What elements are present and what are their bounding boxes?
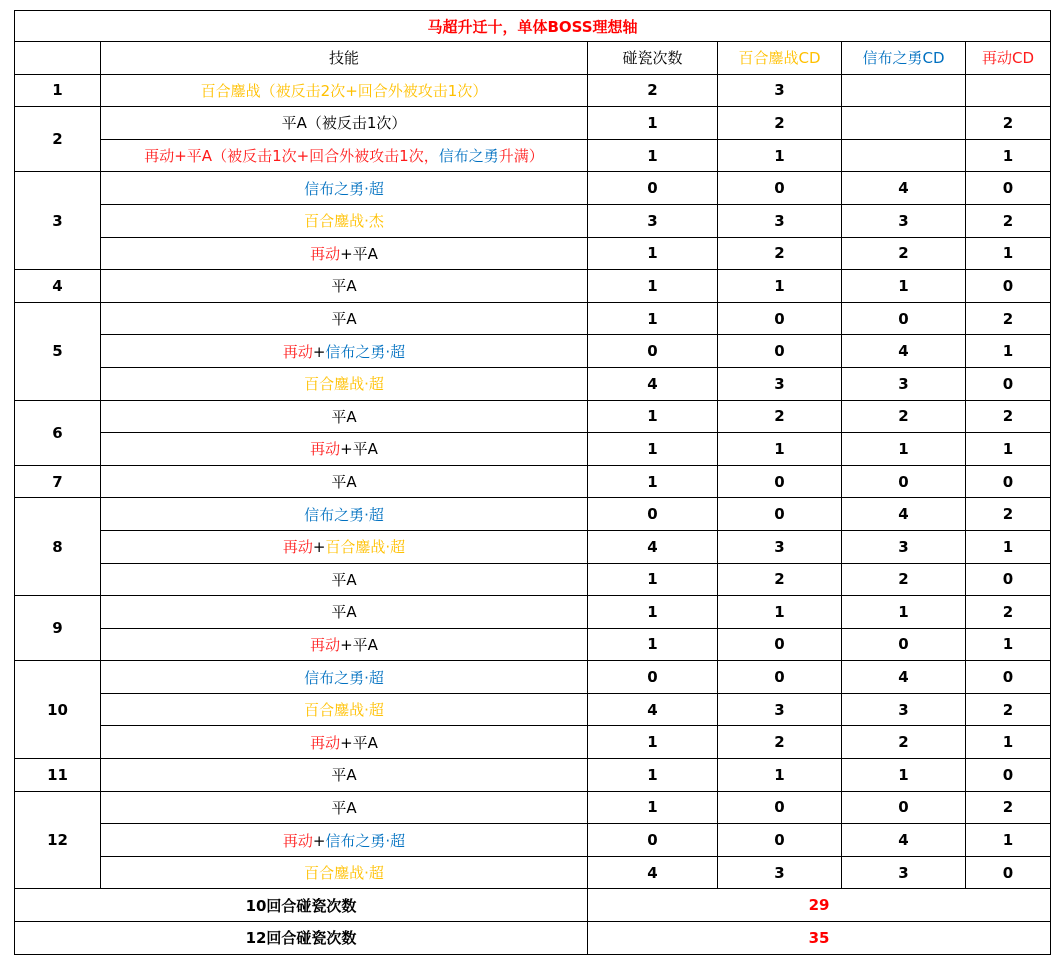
turn-number: 8 bbox=[15, 498, 101, 596]
skill-cell bbox=[101, 270, 588, 303]
skill-text-segment: 平A bbox=[331, 798, 357, 817]
count-cell: 1 bbox=[588, 433, 718, 466]
skill-cell bbox=[101, 856, 588, 889]
cd-blue-cell: 1 bbox=[842, 759, 966, 792]
skill-text-segment: 信布之勇·超 bbox=[304, 505, 384, 524]
cd-blue-cell bbox=[842, 107, 966, 140]
skill-cell bbox=[101, 204, 588, 237]
cd-yellow-cell: 3 bbox=[718, 530, 842, 563]
count-cell: 0 bbox=[588, 172, 718, 205]
header-cd-yellow: 百合鏖战CD bbox=[718, 42, 842, 75]
skill-text-segment: 平A bbox=[331, 277, 357, 296]
cd-red-cell: 0 bbox=[966, 270, 1051, 303]
skill-text-segment: 信布之勇 bbox=[438, 147, 499, 166]
table-row bbox=[15, 172, 1051, 205]
cd-red-cell: 1 bbox=[966, 628, 1051, 661]
cd-red-cell: 0 bbox=[966, 172, 1051, 205]
skill-text-segment: + bbox=[312, 342, 326, 361]
cd-yellow-cell: 0 bbox=[718, 465, 842, 498]
skill-text-segment: 平A bbox=[331, 766, 357, 785]
skill-cell bbox=[101, 530, 588, 563]
cd-blue-cell: 1 bbox=[842, 270, 966, 303]
cd-blue-cell: 2 bbox=[842, 237, 966, 270]
cd-blue-cell: 2 bbox=[842, 726, 966, 759]
table-row bbox=[15, 335, 1051, 368]
count-cell: 1 bbox=[588, 726, 718, 759]
total-value: 35 bbox=[588, 922, 1051, 955]
skill-rotation-table bbox=[14, 10, 1051, 955]
cd-red-cell bbox=[966, 74, 1051, 107]
skill-text-segment: 再动 bbox=[310, 733, 341, 752]
cd-yellow-cell: 0 bbox=[718, 302, 842, 335]
cd-red-cell: 1 bbox=[966, 726, 1051, 759]
cd-red-cell: 1 bbox=[966, 824, 1051, 857]
skill-cell bbox=[101, 237, 588, 270]
skill-text-segment: 平A（被反击1次） bbox=[281, 114, 407, 133]
table-row bbox=[15, 530, 1051, 563]
turn-number: 10 bbox=[15, 661, 101, 759]
skill-cell bbox=[101, 139, 588, 172]
count-cell: 4 bbox=[588, 693, 718, 726]
turn-number: 4 bbox=[15, 270, 101, 303]
skill-text-segment: 再动 bbox=[282, 342, 313, 361]
count-cell: 1 bbox=[588, 139, 718, 172]
cd-yellow-cell: 0 bbox=[718, 791, 842, 824]
skill-text-segment: 再动 bbox=[282, 538, 313, 557]
skill-cell bbox=[101, 433, 588, 466]
skill-text-segment: 信布之勇·超 bbox=[325, 342, 406, 361]
count-cell: 1 bbox=[588, 107, 718, 140]
total-label: 10回合碰瓷次数 bbox=[15, 889, 588, 922]
total-value: 29 bbox=[588, 889, 1051, 922]
cd-red-cell: 1 bbox=[966, 237, 1051, 270]
count-cell: 3 bbox=[588, 204, 718, 237]
cd-red-cell: 0 bbox=[966, 759, 1051, 792]
table-row bbox=[15, 204, 1051, 237]
count-cell: 1 bbox=[588, 302, 718, 335]
skill-cell bbox=[101, 172, 588, 205]
total-row bbox=[15, 922, 1051, 955]
table-row bbox=[15, 791, 1051, 824]
table-row bbox=[15, 367, 1051, 400]
cd-yellow-cell: 0 bbox=[718, 172, 842, 205]
cd-blue-cell: 3 bbox=[842, 204, 966, 237]
cd-yellow-cell: 0 bbox=[718, 498, 842, 531]
cd-blue-cell: 3 bbox=[842, 367, 966, 400]
skill-text-segment: +平A bbox=[340, 733, 378, 752]
cd-red-cell: 0 bbox=[966, 661, 1051, 694]
cd-red-cell: 0 bbox=[966, 563, 1051, 596]
table-row bbox=[15, 661, 1051, 694]
cd-yellow-cell: 2 bbox=[718, 107, 842, 140]
skill-cell bbox=[101, 367, 588, 400]
count-cell: 0 bbox=[588, 335, 718, 368]
turn-number: 11 bbox=[15, 759, 101, 792]
cd-yellow-cell: 2 bbox=[718, 726, 842, 759]
cd-yellow-cell: 2 bbox=[718, 400, 842, 433]
count-cell: 1 bbox=[588, 400, 718, 433]
table-row bbox=[15, 74, 1051, 107]
skill-cell bbox=[101, 400, 588, 433]
title-row bbox=[15, 11, 1051, 42]
cd-red-cell: 0 bbox=[966, 367, 1051, 400]
count-cell: 1 bbox=[588, 237, 718, 270]
cd-blue-cell: 0 bbox=[842, 791, 966, 824]
count-cell: 1 bbox=[588, 791, 718, 824]
table-row bbox=[15, 563, 1051, 596]
skill-text-segment: + bbox=[312, 538, 326, 557]
cd-red-cell: 1 bbox=[966, 530, 1051, 563]
header-cd-blue: 信布之勇CD bbox=[842, 42, 966, 75]
cd-yellow-cell: 1 bbox=[718, 139, 842, 172]
cd-blue-cell: 0 bbox=[842, 465, 966, 498]
turn-number: 3 bbox=[15, 172, 101, 270]
header-skill: 技能 bbox=[101, 42, 588, 75]
cd-red-cell: 2 bbox=[966, 204, 1051, 237]
table-row bbox=[15, 433, 1051, 466]
cd-yellow-cell: 2 bbox=[718, 237, 842, 270]
table-row bbox=[15, 856, 1051, 889]
skill-text-segment: 再动 bbox=[310, 440, 341, 459]
cd-blue-cell: 4 bbox=[842, 661, 966, 694]
count-cell: 1 bbox=[588, 759, 718, 792]
cd-blue-cell: 1 bbox=[842, 596, 966, 629]
cd-blue-cell: 4 bbox=[842, 498, 966, 531]
skill-text-segment: 信布之勇·超 bbox=[325, 831, 406, 850]
count-cell: 1 bbox=[588, 596, 718, 629]
skill-cell bbox=[101, 563, 588, 596]
skill-text-segment: 百合鏖战·超 bbox=[304, 864, 384, 883]
skill-text-segment: 百合鏖战（被反击2次+回合外被攻击1次） bbox=[200, 81, 488, 100]
count-cell: 0 bbox=[588, 824, 718, 857]
count-cell: 4 bbox=[588, 530, 718, 563]
skill-cell bbox=[101, 302, 588, 335]
cd-yellow-cell: 1 bbox=[718, 433, 842, 466]
skill-text-segment: 信布之勇·超 bbox=[304, 179, 384, 198]
skill-cell bbox=[101, 824, 588, 857]
cd-blue-cell: 0 bbox=[842, 302, 966, 335]
skill-text-segment: 再动+平A（被反击1次+回合外被攻击1次， bbox=[144, 147, 439, 166]
cd-red-cell: 2 bbox=[966, 400, 1051, 433]
cd-yellow-cell: 1 bbox=[718, 596, 842, 629]
count-cell: 4 bbox=[588, 856, 718, 889]
skill-text-segment: 百合鏖战·杰 bbox=[304, 212, 384, 231]
table-row bbox=[15, 628, 1051, 661]
table-row bbox=[15, 400, 1051, 433]
skill-cell bbox=[101, 335, 588, 368]
cd-blue-cell bbox=[842, 74, 966, 107]
cd-yellow-cell: 1 bbox=[718, 270, 842, 303]
cd-red-cell: 1 bbox=[966, 433, 1051, 466]
count-cell: 1 bbox=[588, 270, 718, 303]
cd-blue-cell: 4 bbox=[842, 172, 966, 205]
skill-text-segment: 信布之勇·超 bbox=[304, 668, 384, 687]
cd-yellow-cell: 3 bbox=[718, 693, 842, 726]
turn-number: 9 bbox=[15, 596, 101, 661]
count-cell: 1 bbox=[588, 563, 718, 596]
table-title: 马超升迁十，单体BOSS理想轴 bbox=[15, 11, 1051, 42]
skill-text-segment: 百合鏖战·超 bbox=[304, 701, 384, 720]
skill-text-segment: 再动 bbox=[310, 635, 341, 654]
total-row bbox=[15, 889, 1051, 922]
cd-blue-cell: 3 bbox=[842, 530, 966, 563]
count-cell: 2 bbox=[588, 74, 718, 107]
cd-yellow-cell: 0 bbox=[718, 628, 842, 661]
turn-number: 1 bbox=[15, 74, 101, 107]
cd-yellow-cell: 0 bbox=[718, 661, 842, 694]
cd-blue-cell: 1 bbox=[842, 433, 966, 466]
cd-blue-cell: 4 bbox=[842, 824, 966, 857]
skill-text-segment: 百合鏖战·超 bbox=[325, 538, 406, 557]
cd-red-cell: 2 bbox=[966, 693, 1051, 726]
cd-red-cell: 0 bbox=[966, 465, 1051, 498]
table-row bbox=[15, 759, 1051, 792]
table-row bbox=[15, 693, 1051, 726]
table-row bbox=[15, 237, 1051, 270]
count-cell: 1 bbox=[588, 465, 718, 498]
cd-yellow-cell: 3 bbox=[718, 367, 842, 400]
table-row bbox=[15, 139, 1051, 172]
skill-cell bbox=[101, 596, 588, 629]
turn-number: 2 bbox=[15, 107, 101, 172]
table-row bbox=[15, 596, 1051, 629]
cd-red-cell: 1 bbox=[966, 139, 1051, 172]
cd-blue-cell bbox=[842, 139, 966, 172]
skill-cell bbox=[101, 791, 588, 824]
cd-red-cell: 2 bbox=[966, 498, 1051, 531]
table-row bbox=[15, 107, 1051, 140]
cd-red-cell: 2 bbox=[966, 791, 1051, 824]
table-row bbox=[15, 270, 1051, 303]
table-row bbox=[15, 465, 1051, 498]
skill-cell bbox=[101, 693, 588, 726]
cd-blue-cell: 2 bbox=[842, 400, 966, 433]
turn-number: 7 bbox=[15, 465, 101, 498]
skill-cell bbox=[101, 661, 588, 694]
skill-text-segment: 百合鏖战·超 bbox=[304, 375, 384, 394]
skill-text-segment: 平A bbox=[331, 603, 357, 622]
header-row bbox=[15, 42, 1051, 75]
cd-blue-cell: 2 bbox=[842, 563, 966, 596]
skill-text-segment: 平A bbox=[331, 473, 357, 492]
cd-red-cell: 2 bbox=[966, 107, 1051, 140]
skill-text-segment: +平A bbox=[340, 244, 378, 263]
skill-text-segment: 再动 bbox=[282, 831, 313, 850]
turn-number: 6 bbox=[15, 400, 101, 465]
skill-text-segment: 平A bbox=[331, 407, 357, 426]
cd-red-cell: 2 bbox=[966, 596, 1051, 629]
cd-yellow-cell: 3 bbox=[718, 204, 842, 237]
skill-text-segment: +平A bbox=[340, 635, 378, 654]
header-cd-red: 再动CD bbox=[966, 42, 1051, 75]
table-row bbox=[15, 824, 1051, 857]
cd-yellow-cell: 3 bbox=[718, 856, 842, 889]
cd-red-cell: 0 bbox=[966, 856, 1051, 889]
cd-blue-cell: 0 bbox=[842, 628, 966, 661]
skill-text-segment: 再动 bbox=[310, 244, 341, 263]
header-turn bbox=[15, 42, 101, 75]
skill-cell bbox=[101, 498, 588, 531]
skill-text-segment: 平A bbox=[331, 310, 357, 329]
skill-text-segment: 升满） bbox=[498, 147, 544, 166]
skill-text-segment: 平A bbox=[331, 570, 357, 589]
skill-cell bbox=[101, 74, 588, 107]
count-cell: 0 bbox=[588, 498, 718, 531]
table-row bbox=[15, 302, 1051, 335]
cd-yellow-cell: 3 bbox=[718, 74, 842, 107]
skill-cell bbox=[101, 726, 588, 759]
cd-red-cell: 1 bbox=[966, 335, 1051, 368]
count-cell: 4 bbox=[588, 367, 718, 400]
turn-number: 5 bbox=[15, 302, 101, 400]
table-row bbox=[15, 726, 1051, 759]
total-label: 12回合碰瓷次数 bbox=[15, 922, 588, 955]
cd-blue-cell: 4 bbox=[842, 335, 966, 368]
header-count: 碰瓷次数 bbox=[588, 42, 718, 75]
cd-blue-cell: 3 bbox=[842, 856, 966, 889]
cd-blue-cell: 3 bbox=[842, 693, 966, 726]
table-row bbox=[15, 498, 1051, 531]
skill-cell bbox=[101, 628, 588, 661]
cd-yellow-cell: 0 bbox=[718, 824, 842, 857]
turn-number: 12 bbox=[15, 791, 101, 889]
skill-text-segment: + bbox=[312, 831, 326, 850]
skill-cell bbox=[101, 759, 588, 792]
skill-cell bbox=[101, 465, 588, 498]
cd-yellow-cell: 0 bbox=[718, 335, 842, 368]
skill-text-segment: +平A bbox=[340, 440, 378, 459]
cd-red-cell: 2 bbox=[966, 302, 1051, 335]
count-cell: 0 bbox=[588, 661, 718, 694]
cd-yellow-cell: 2 bbox=[718, 563, 842, 596]
count-cell: 1 bbox=[588, 628, 718, 661]
cd-yellow-cell: 1 bbox=[718, 759, 842, 792]
skill-cell bbox=[101, 107, 588, 140]
